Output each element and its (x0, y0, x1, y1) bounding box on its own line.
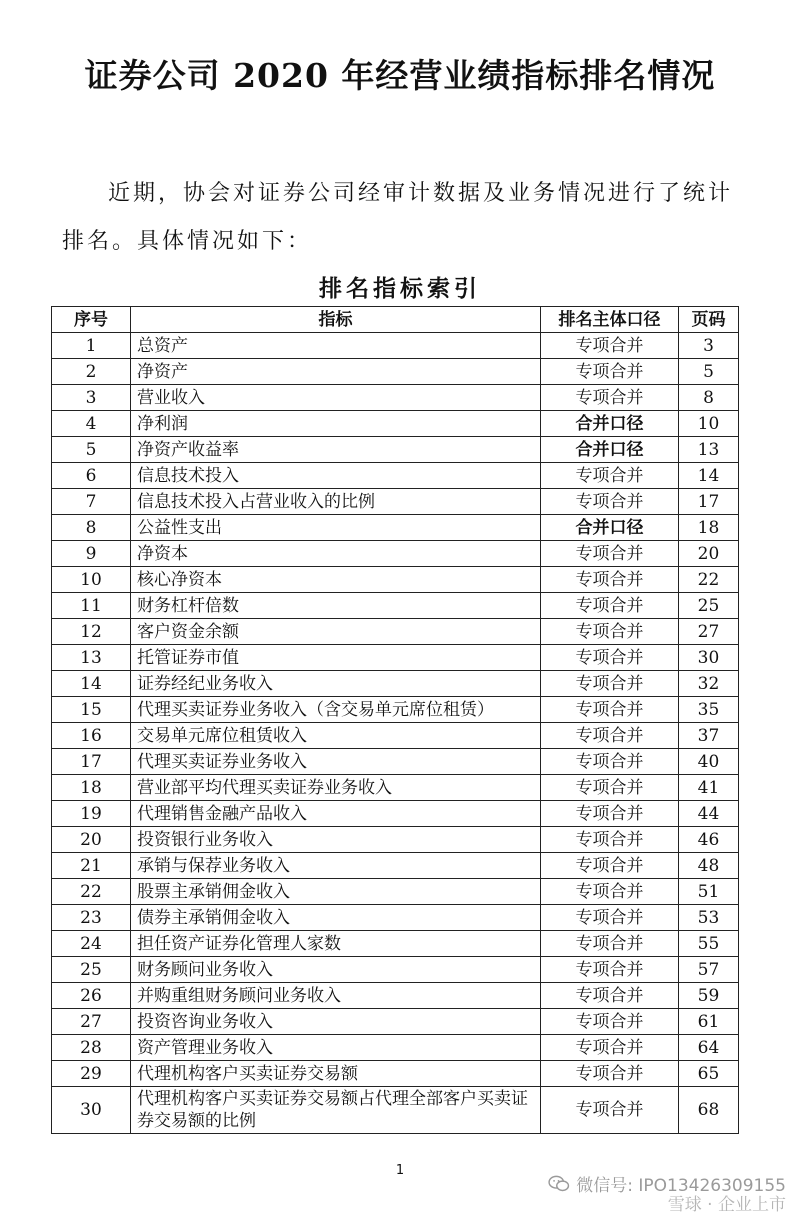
row-scope: 专项合并 (541, 541, 679, 567)
row-indicator: 财务顾问业务收入 (131, 957, 541, 983)
row-scope: 专项合并 (541, 879, 679, 905)
row-scope: 专项合并 (541, 801, 679, 827)
row-scope: 合并口径 (541, 437, 679, 463)
row-scope: 专项合并 (541, 385, 679, 411)
row-serial: 8 (52, 515, 131, 541)
row-serial: 19 (52, 801, 131, 827)
row-serial: 15 (52, 697, 131, 723)
table-row (52, 489, 739, 515)
row-serial: 2 (52, 359, 131, 385)
row-indicator: 担任资产证券化管理人家数 (131, 931, 541, 957)
row-scope: 专项合并 (541, 593, 679, 619)
row-scope: 专项合并 (541, 775, 679, 801)
row-scope: 合并口径 (541, 411, 679, 437)
row-scope: 专项合并 (541, 489, 679, 515)
row-serial: 25 (52, 957, 131, 983)
row-page: 35 (679, 697, 739, 723)
row-indicator: 投资咨询业务收入 (131, 1009, 541, 1035)
row-indicator: 资产管理业务收入 (131, 1035, 541, 1061)
row-serial: 22 (52, 879, 131, 905)
row-scope: 专项合并 (541, 567, 679, 593)
row-indicator: 托管证券市值 (131, 645, 541, 671)
row-page: 68 (679, 1087, 739, 1134)
row-page: 22 (679, 567, 739, 593)
row-serial: 4 (52, 411, 131, 437)
row-page: 55 (679, 931, 739, 957)
table-row (52, 619, 739, 645)
row-indicator: 股票主承销佣金收入 (131, 879, 541, 905)
watermark-text: 微信号: IPO13426309155 (576, 1176, 786, 1196)
row-page: 14 (679, 463, 739, 489)
row-page: 64 (679, 1035, 739, 1061)
row-indicator: 营业收入 (131, 385, 541, 411)
table-row (52, 723, 739, 749)
row-page: 5 (679, 359, 739, 385)
row-serial: 13 (52, 645, 131, 671)
table-row (52, 905, 739, 931)
row-serial: 28 (52, 1035, 131, 1061)
row-serial: 9 (52, 541, 131, 567)
row-page: 8 (679, 385, 739, 411)
row-page: 65 (679, 1061, 739, 1087)
wechat-icon (548, 1175, 570, 1193)
header-page: 页码 (679, 307, 739, 333)
row-indicator: 信息技术投入 (131, 463, 541, 489)
table-row (52, 827, 739, 853)
row-indicator: 公益性支出 (131, 515, 541, 541)
row-indicator: 代理买卖证券业务收入 (131, 749, 541, 775)
row-scope: 专项合并 (541, 619, 679, 645)
row-serial: 14 (52, 671, 131, 697)
table-title: 排名指标索引 (319, 275, 481, 302)
row-serial: 30 (52, 1087, 131, 1134)
row-page: 18 (679, 515, 739, 541)
row-scope: 专项合并 (541, 333, 679, 359)
row-page: 57 (679, 957, 739, 983)
row-serial: 24 (52, 931, 131, 957)
row-scope: 专项合并 (541, 957, 679, 983)
row-serial: 1 (52, 333, 131, 359)
row-scope: 专项合并 (541, 1087, 679, 1134)
row-page: 44 (679, 801, 739, 827)
row-serial: 27 (52, 1009, 131, 1035)
table-row (52, 359, 739, 385)
row-page: 3 (679, 333, 739, 359)
table-row (52, 567, 739, 593)
row-indicator: 证券经纪业务收入 (131, 671, 541, 697)
row-serial: 12 (52, 619, 131, 645)
row-page: 17 (679, 489, 739, 515)
row-page: 27 (679, 619, 739, 645)
row-scope: 专项合并 (541, 827, 679, 853)
row-serial: 20 (52, 827, 131, 853)
row-scope: 专项合并 (541, 905, 679, 931)
table-row (52, 333, 739, 359)
table-row (52, 437, 739, 463)
table-row (52, 385, 739, 411)
row-page: 32 (679, 671, 739, 697)
table-row (52, 1009, 739, 1035)
row-indicator: 核心净资本 (131, 567, 541, 593)
table-row (52, 697, 739, 723)
table-row (52, 541, 739, 567)
row-serial: 3 (52, 385, 131, 411)
row-scope: 合并口径 (541, 515, 679, 541)
row-page: 46 (679, 827, 739, 853)
row-serial: 29 (52, 1061, 131, 1087)
row-page: 30 (679, 645, 739, 671)
row-page: 48 (679, 853, 739, 879)
row-scope: 专项合并 (541, 645, 679, 671)
row-indicator: 代理机构客户买卖证券交易额 (131, 1061, 541, 1087)
row-serial: 23 (52, 905, 131, 931)
header-indicator: 指标 (131, 307, 541, 333)
watermark-text-secondary: 雪球 · 企业上市 (667, 1195, 786, 1215)
row-scope: 专项合并 (541, 359, 679, 385)
row-serial: 26 (52, 983, 131, 1009)
row-page: 13 (679, 437, 739, 463)
row-serial: 16 (52, 723, 131, 749)
table-row (52, 879, 739, 905)
row-serial: 6 (52, 463, 131, 489)
row-indicator: 净利润 (131, 411, 541, 437)
row-scope: 专项合并 (541, 1061, 679, 1087)
row-page: 20 (679, 541, 739, 567)
row-serial: 5 (52, 437, 131, 463)
row-scope: 专项合并 (541, 1009, 679, 1035)
row-indicator: 净资产收益率 (131, 437, 541, 463)
row-scope: 专项合并 (541, 671, 679, 697)
row-page: 25 (679, 593, 739, 619)
row-page: 37 (679, 723, 739, 749)
table-row (52, 1061, 739, 1087)
row-page: 53 (679, 905, 739, 931)
row-scope: 专项合并 (541, 723, 679, 749)
header-serial: 序号 (52, 307, 131, 333)
row-indicator: 总资产 (131, 333, 541, 359)
row-page: 51 (679, 879, 739, 905)
row-indicator: 代理机构客户买卖证券交易额占代理全部客户买卖证券交易额的比例 (131, 1087, 541, 1134)
row-page: 59 (679, 983, 739, 1009)
table-row (52, 1087, 739, 1134)
table-row (52, 749, 739, 775)
row-indicator: 财务杠杆倍数 (131, 593, 541, 619)
table-row (52, 957, 739, 983)
row-indicator: 代理买卖证券业务收入（含交易单元席位租赁） (131, 697, 541, 723)
table-row (52, 853, 739, 879)
row-scope: 专项合并 (541, 983, 679, 1009)
table-row (52, 671, 739, 697)
table-row (52, 1035, 739, 1061)
row-scope: 专项合并 (541, 749, 679, 775)
intro-paragraph: 近期，协会对证券公司经审计数据及业务情况进行了统计排名。具体情况如下： (62, 181, 734, 254)
row-indicator: 并购重组财务顾问业务收入 (131, 983, 541, 1009)
row-indicator: 交易单元席位租赁收入 (131, 723, 541, 749)
row-page: 41 (679, 775, 739, 801)
table-row (52, 463, 739, 489)
table-row (52, 593, 739, 619)
row-indicator: 信息技术投入占营业收入的比例 (131, 489, 541, 515)
row-page: 40 (679, 749, 739, 775)
table-row (52, 931, 739, 957)
row-indicator: 营业部平均代理买卖证券业务收入 (131, 775, 541, 801)
row-serial: 11 (52, 593, 131, 619)
row-serial: 10 (52, 567, 131, 593)
row-indicator: 净资产 (131, 359, 541, 385)
row-scope: 专项合并 (541, 1035, 679, 1061)
table-row (52, 645, 739, 671)
table-row (52, 801, 739, 827)
row-page: 10 (679, 411, 739, 437)
row-indicator: 债券主承销佣金收入 (131, 905, 541, 931)
table-row (52, 775, 739, 801)
table-row (52, 411, 739, 437)
table-row (52, 983, 739, 1009)
page-number: 1 (395, 1163, 405, 1178)
row-scope: 专项合并 (541, 931, 679, 957)
row-indicator: 投资银行业务收入 (131, 827, 541, 853)
row-indicator: 承销与保荐业务收入 (131, 853, 541, 879)
header-scope: 排名主体口径 (541, 307, 679, 333)
row-serial: 18 (52, 775, 131, 801)
row-serial: 21 (52, 853, 131, 879)
row-serial: 7 (52, 489, 131, 515)
row-indicator: 客户资金余额 (131, 619, 541, 645)
document-title: 证券公司 2020 年经营业绩指标排名情况 (84, 56, 716, 95)
table-row (52, 515, 739, 541)
table-header-row (52, 307, 739, 333)
row-scope: 专项合并 (541, 697, 679, 723)
row-indicator: 净资本 (131, 541, 541, 567)
ranking-index-table (51, 306, 739, 1134)
row-serial: 17 (52, 749, 131, 775)
row-scope: 专项合并 (541, 463, 679, 489)
row-page: 61 (679, 1009, 739, 1035)
row-indicator: 代理销售金融产品收入 (131, 801, 541, 827)
row-scope: 专项合并 (541, 853, 679, 879)
